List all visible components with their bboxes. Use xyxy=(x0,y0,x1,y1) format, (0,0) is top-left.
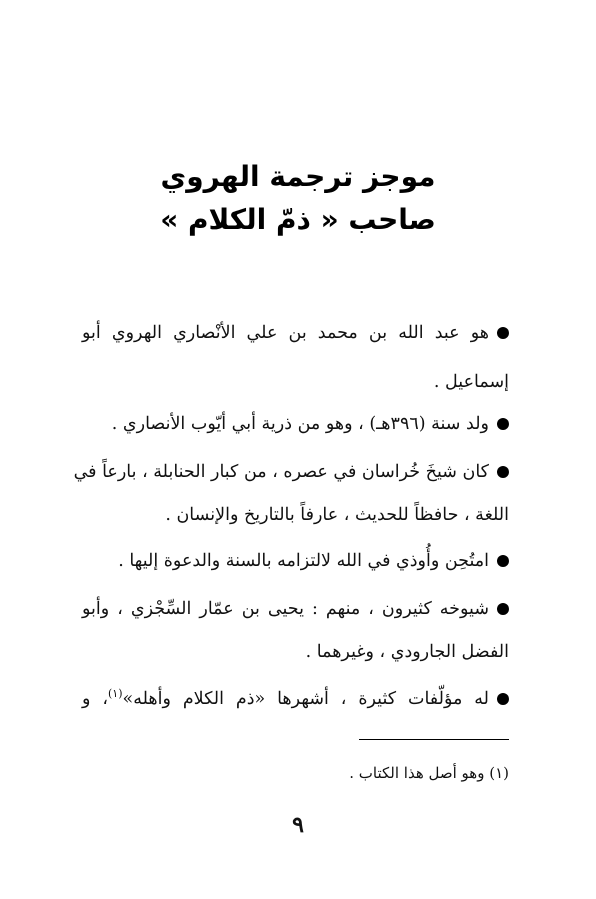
paragraph-5-text: شيوخه كثيرون ، منهم : يحيى بن عمّار السِّجْزي ، وأبو xyxy=(82,599,489,619)
paragraph-6-text-after: ، و xyxy=(82,689,108,709)
paragraph-1-line-1 xyxy=(82,321,509,345)
paragraph-6-text: له مؤلّفات كثيرة ، أشهرها «ذم الكلام وأهله» xyxy=(122,689,489,709)
paragraph-3-line-1 xyxy=(73,460,509,484)
paragraph-2-text: ولد سنة (٣٩٦هـ) ، وهو من ذرية أبي أيّوب الأنصاري . xyxy=(111,414,489,434)
paragraph-3-text: كان شيخَ خُراسان في عصره ، من كبار الحنابلة ، بارعاً في xyxy=(73,462,489,482)
paragraph-6-line-1 xyxy=(82,687,509,711)
heading-line-1: موجز ترجمة الهروي xyxy=(160,160,436,193)
footnote-reference[interactable]: (١) xyxy=(108,687,123,701)
bullet-icon xyxy=(497,327,509,339)
paragraph-5-line-2: الفضل الجارودي ، وغيرهما . xyxy=(305,642,509,662)
bullet-icon xyxy=(497,693,509,705)
paragraph-4-line-1 xyxy=(118,549,509,573)
paragraph-2-line-1 xyxy=(112,412,509,436)
footnote: (١) وهو أصل هذا الكتاب . xyxy=(349,764,509,782)
bullet-icon xyxy=(497,418,509,430)
paragraph-1-line-2: إسماعيل . xyxy=(433,372,509,392)
paragraph-5-line-1 xyxy=(82,597,509,621)
paragraph-4-text: امتُحِن وأُوذي في الله لالتزامه بالسنة والدعوة إليها . xyxy=(118,551,489,571)
page-number: ٩ xyxy=(292,812,304,838)
paragraph-3-line-2: اللغة ، حافظاً للحديث ، عارفاً بالتاريخ والإنسان . xyxy=(165,505,509,525)
heading-line-2: صاحب « ذمّ الكلام » xyxy=(160,203,436,236)
bullet-icon xyxy=(497,555,509,567)
footnote-divider xyxy=(359,739,509,740)
bullet-icon xyxy=(497,466,509,478)
paragraph-1-text: هو عبد الله بن محمد بن علي الأنْصاري الهروي أبو xyxy=(82,323,489,343)
bullet-icon xyxy=(497,603,509,615)
